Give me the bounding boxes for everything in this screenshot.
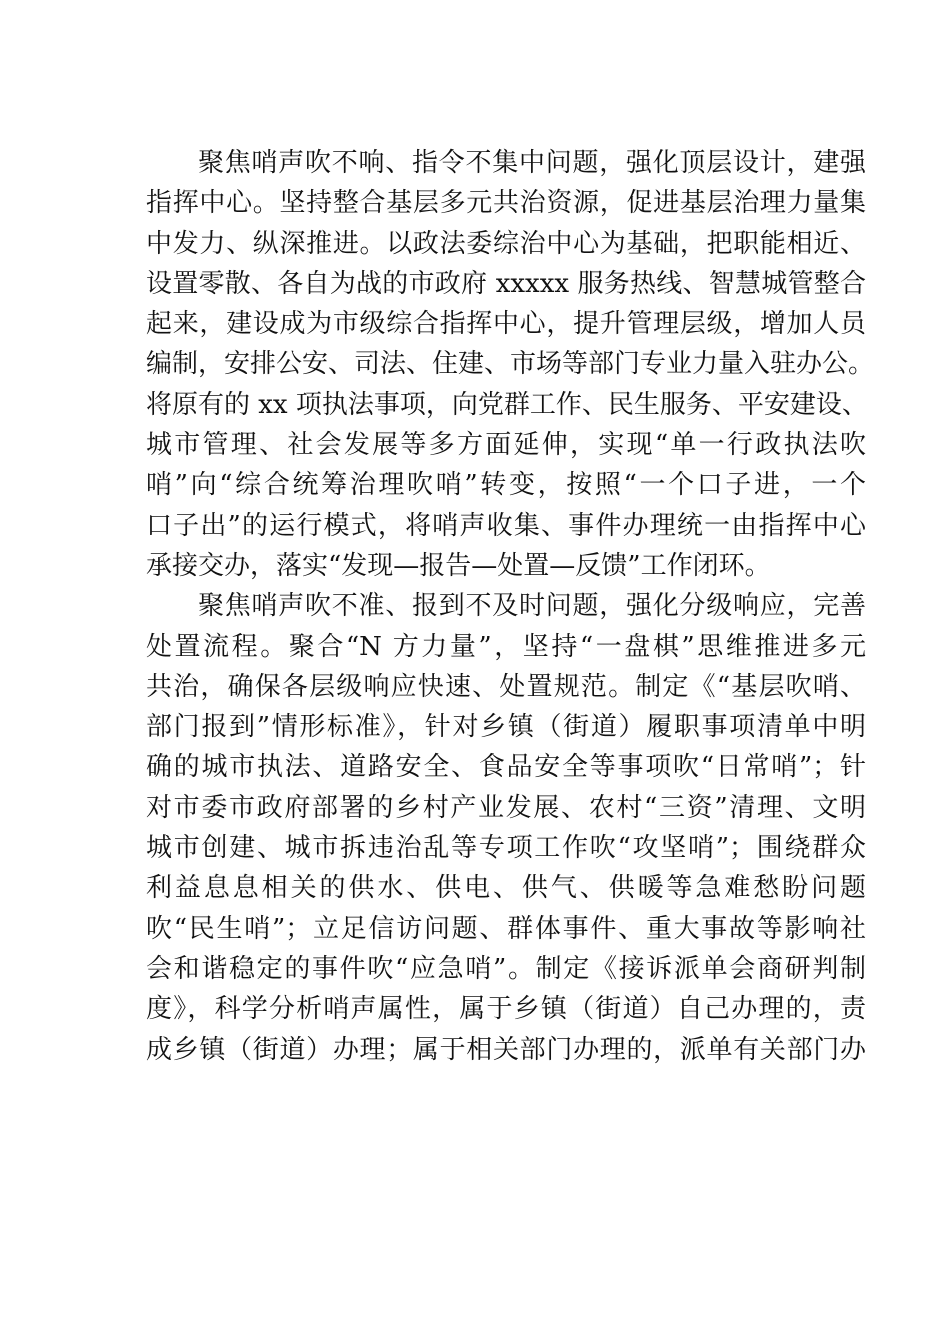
text-line: 设置零散、各自为战的市政府 xxxxx 服务热线、智慧城管整合 [146, 268, 866, 299]
body-text [146, 143, 875, 1070]
text-line: 会和谐稳定的事件吹“应急哨”。制定《接诉派单会商研判制 [146, 953, 866, 984]
text-line: 城市创建、城市拆违治乱等专项工作吹“攻坚哨”；围绕群众 [146, 833, 866, 864]
text-line: 共治，确保各层级响应快速、处置规范。制定《“基层吹哨、 [146, 671, 866, 702]
text-line: 哨”向“综合统筹治理吹哨”转变，按照“一个口子进，一个 [146, 470, 866, 501]
text-line: 编制，安排公安、司法、住建、市场等部门专业力量入驻办公。 [146, 349, 875, 380]
text-line: 聚焦哨声吹不响、指令不集中问题，强化顶层设计，建强 [198, 148, 866, 178]
text-line: 部门报到”情形标准》，针对乡镇（街道）履职事项清单中明 [146, 712, 866, 743]
paragraph [146, 586, 866, 1070]
text-line: 利益息息相关的供水、供电、供气、供暖等急难愁盼问题 [146, 873, 866, 904]
text-line: 承接交办，落实“发现—报告—处置—反馈”工作闭环。 [146, 550, 771, 581]
text-line: 对市委市政府部署的乡村产业发展、农村“三资”清理、文明 [146, 792, 866, 823]
text-line: 度》，科学分析哨声属性，属于乡镇（街道）自己办理的，责 [146, 994, 866, 1025]
text-line: 处置流程。聚合“N 方力量”，坚持“一盘棋”思维推进多元 [146, 631, 866, 662]
text-line: 指挥中心。坚持整合基层多元共治资源，促进基层治理力量集 [146, 188, 866, 219]
text-line: 聚焦哨声吹不准、报到不及时问题，强化分级响应，完善 [198, 591, 866, 622]
text-line: 中发力、纵深推进。以政法委综治中心为基础，把职能相近、 [146, 228, 866, 259]
text-line: 成乡镇（街道）办理；属于相关部门办理的，派单有关部门办 [146, 1034, 866, 1065]
text-line: 确的城市执法、道路安全、食品安全等事项吹“日常哨”；针 [146, 752, 866, 783]
paragraph [146, 143, 875, 586]
text-line: 口子出”的运行模式，将哨声收集、事件办理统一由指挥中心 [146, 510, 866, 541]
text-line: 将原有的 xx 项执法事项，向党群工作、民生服务、平安建设、 [146, 389, 868, 420]
text-line: 城市管理、社会发展等多方面延伸，实现“单一行政执法吹 [146, 430, 866, 461]
text-line: 起来，建设成为市级综合指挥中心，提升管理层级，增加人员 [146, 309, 866, 340]
text-line: 吹“民生哨”；立足信访问题、群体事件、重大事故等影响社 [146, 913, 866, 944]
